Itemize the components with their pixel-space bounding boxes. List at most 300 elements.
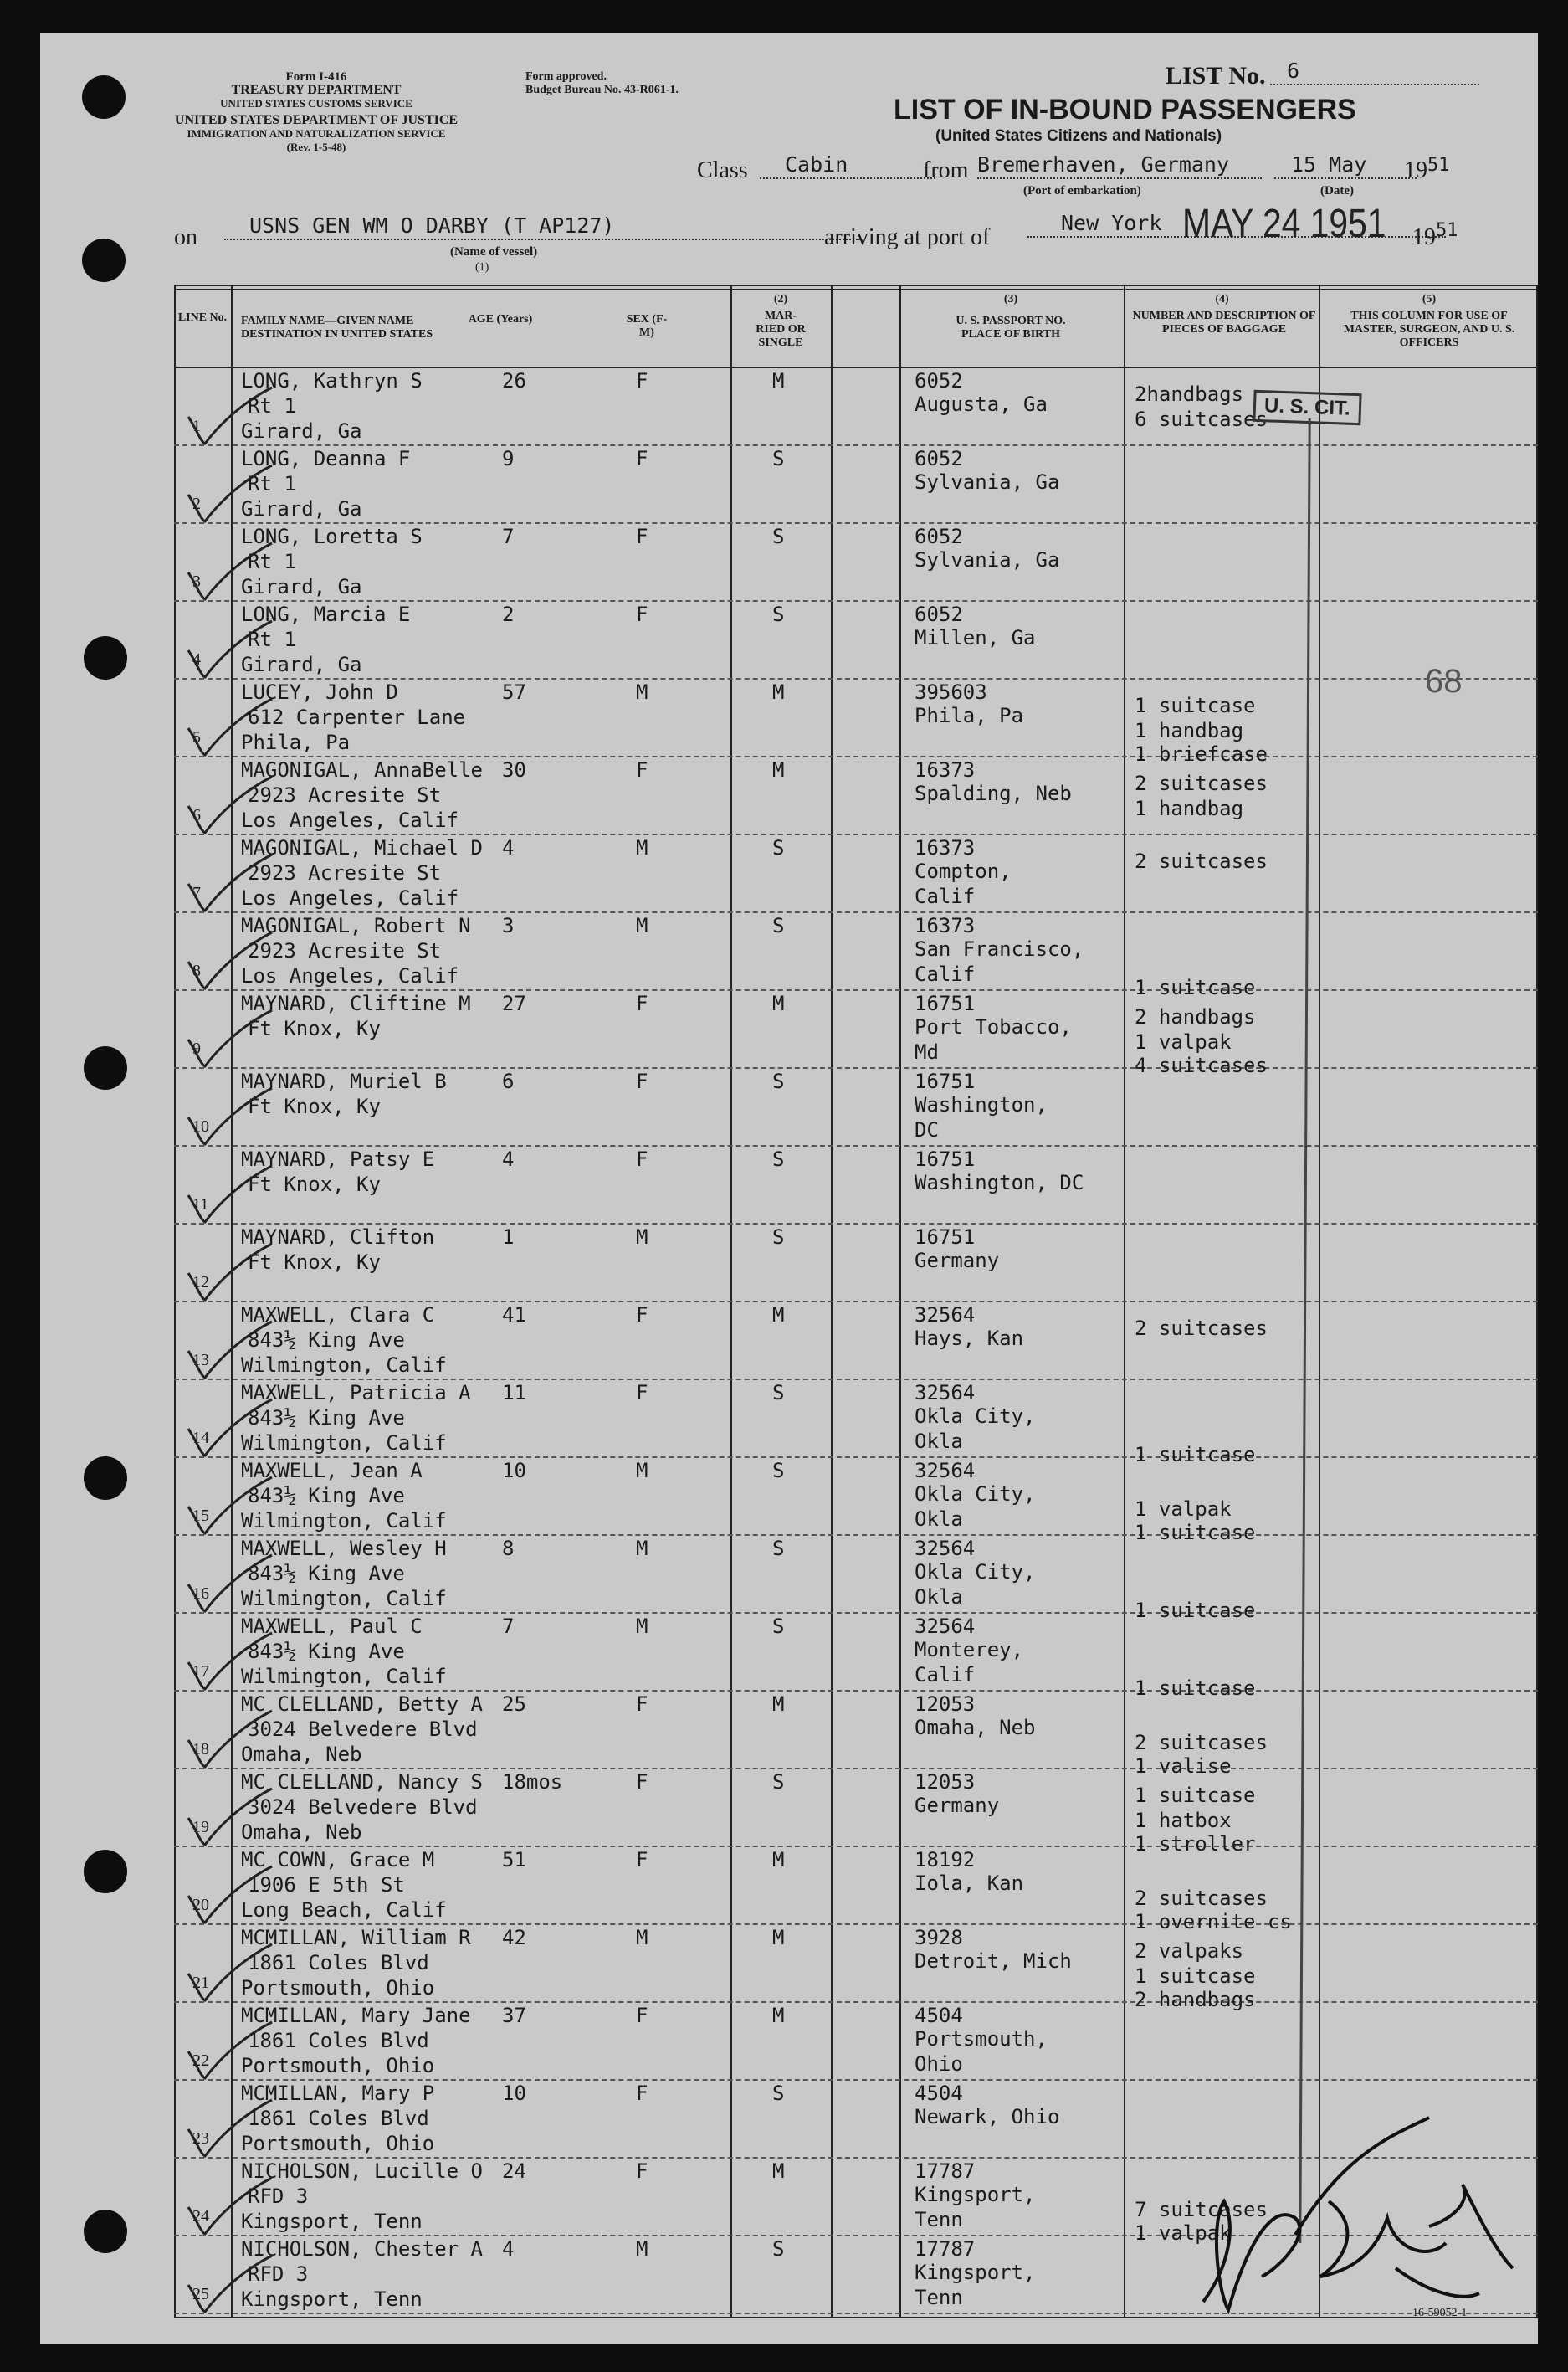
check-mark [184,1084,276,1151]
address-line-1: 1861 Coles Blvd [248,1951,429,1974]
sex: M [636,1459,648,1482]
marital-status: M [772,992,785,1015]
marital-status: S [772,1070,785,1093]
passenger-name: MAXWELL, Patricia A [241,1381,471,1404]
baggage-3: 1 suitcase [1135,1599,1256,1622]
sex: M [636,1537,648,1560]
address-line-1: 843½ King Ave [248,1562,405,1585]
line-number: 15 [192,1507,209,1525]
passport-number: 16751 [915,1147,976,1171]
passenger-name: MCMILLAN, William R [241,1926,471,1949]
passenger-name: MAXWELL, Jean A [241,1459,423,1482]
table-row [174,1690,1538,1778]
address-line-1: Rt 1 [248,550,296,573]
address-line-1: 843½ King Ave [248,1406,405,1430]
sex: F [636,992,648,1015]
form-number: Form I-416 [285,70,347,84]
binder-hole [84,2210,127,2253]
table-row [174,1379,1538,1466]
marital-status: S [772,1537,785,1560]
birth-place-1: Iola, Kan [915,1871,1024,1895]
address-line-1: 3024 Belvedere Blvd [248,1795,478,1819]
sex: M [636,1926,648,1949]
customs-service: UNITED STATES CUSTOMS SERVICE [220,97,412,110]
check-mark [184,2018,276,2085]
check-mark [184,1317,276,1384]
sex: F [636,603,648,626]
birth-place-2: Calif [915,885,976,908]
line-number: 22 [192,2051,209,2070]
baggage-3: 2 handbags [1135,1988,1256,2011]
binder-hole [84,636,127,680]
sex: F [636,369,648,393]
birth-place-1: Germany [915,1794,1000,1817]
birth-place-1: Hays, Kan [915,1327,1024,1350]
form-revision: (Rev. 1-5-48) [286,141,346,153]
passenger-name: LONG, Kathryn S [241,369,423,393]
check-mark [184,383,276,450]
birth-place-2: DC [915,1118,939,1142]
year2 [1412,220,1458,252]
marital-status: S [772,447,785,470]
birth-place-1: Portsmouth, [915,2027,1048,2051]
address-line-2: Portsmouth, Ohio [241,1976,435,2000]
birth-place-1: Detroit, Mich [915,1949,1072,1973]
birth-place-2: Okla [915,1585,963,1609]
birth-place-2: Okla [915,1507,963,1531]
address-line-1: 2923 Acresite St [248,939,442,963]
birth-place-2: Calif [915,1663,976,1687]
check-mark [184,617,276,684]
binder-hole [84,1850,127,1893]
marital-status: M [772,1692,785,1716]
port-of-embarkation: Bremerhaven, Germany [977,152,1262,179]
check-mark [184,461,276,528]
check-mark [184,928,276,995]
address-line-2: Los Angeles, Calif [241,886,459,910]
line-number: 23 [192,2129,209,2148]
page-subtitle: (United States Citizens and Nationals) [935,127,1222,145]
age: 7 [502,1615,515,1638]
birth-place-1: Sylvania, Ga [915,548,1060,572]
line-number: 21 [192,1974,209,1992]
age: 4 [502,836,515,860]
marital-status: M [772,2004,785,2027]
age: 51 [502,1848,526,1871]
line-number: 18 [192,1740,209,1758]
passenger-name: LONG, Deanna F [241,447,411,470]
address-line-2: Los Angeles, Calif [241,964,459,988]
passport-number: 16373 [915,914,976,937]
line-number: 5 [192,728,201,747]
birth-place-1: Millen, Ga [915,626,1036,649]
baggage-1: 2 handbags [1135,1005,1256,1029]
address-line-2: Wilmington, Calif [241,1665,447,1688]
binder-hole [82,75,126,119]
age: 2 [502,603,515,626]
check-mark [184,1940,276,2007]
check-mark [184,2251,276,2318]
sex: M [636,914,648,937]
us-citizen-stamp: U. S. CIT. [1253,390,1361,425]
address-line-1: Ft Knox, Ky [248,1017,381,1040]
sex: F [636,525,648,548]
address-line-2: Portsmouth, Ohio [241,2054,435,2077]
budget-bureau: Budget Bureau No. 43-R061-1. [525,84,679,96]
table-row [174,1846,1538,1933]
birth-place-2: Ohio [915,2052,963,2076]
sex: M [636,2237,648,2261]
passport-number: 17787 [915,2159,976,2183]
table-row [174,1145,1538,1223]
passport-number: 16751 [915,1225,976,1249]
table-row [174,1923,1538,2011]
baggage-1: 1 suitcase [1135,1784,1256,1807]
address-line-2: Wilmington, Calif [241,1353,447,1377]
check-mark [184,1784,276,1851]
age: 41 [502,1303,526,1327]
marital-status: M [772,758,785,782]
passenger-name: NICHOLSON, Lucille O [241,2159,483,2183]
age: 10 [502,1459,526,1482]
sex: F [636,1692,648,1716]
passenger-name: NICHOLSON, Chester A [241,2237,483,2261]
year2-suffix: 51 [1436,220,1458,241]
age: 18mos [502,1770,563,1794]
col-officers-num: (5) [1422,293,1437,305]
passenger-name: MCMILLAN, Mary P [241,2082,435,2105]
passenger-name: MAYNARD, Muriel B [241,1070,447,1093]
passenger-name: LUCEY, John D [241,680,398,704]
check-mark [184,1862,276,1929]
baggage-1: 2 suitcases [1135,772,1268,795]
age: 25 [502,1692,526,1716]
birth-place-2: Okla [915,1430,963,1453]
address-line-2: Wilmington, Calif [241,1587,447,1610]
sex: F [636,2004,648,2027]
table-row [174,1768,1538,1856]
address-line-2: Omaha, Neb [241,1820,362,1844]
age: 42 [502,1926,526,1949]
sex: M [636,680,648,704]
address-line-2: Long Beach, Calif [241,1898,447,1922]
age: 24 [502,2159,526,2183]
line-number: 4 [192,650,201,669]
on-label: on [174,224,197,250]
birth-place-1: Okla City, [915,1560,1036,1584]
date-caption: (Date) [1320,184,1354,198]
marital-status: M [772,2159,785,2183]
col-baggage-header: NUMBER AND DESCRIPTION OF PIECES OF BAGGAGE [1132,310,1316,336]
passenger-name: LONG, Loretta S [241,525,423,548]
address-line-1: 612 Carpenter Lane [248,706,466,729]
year1 [1404,157,1450,185]
address-line-2: Girard, Ga [241,419,362,443]
baggage-3: 1 briefcase [1135,742,1268,766]
line-number: 6 [192,806,201,824]
port-embark-caption: (Port of embarkation) [1023,184,1141,198]
vessel-col-num: (1) [475,261,489,274]
marital-status: S [772,525,785,548]
line-number: 3 [192,572,201,591]
marital-status: S [772,1459,785,1482]
address-line-1: Ft Knox, Ky [248,1095,381,1118]
passenger-name: LONG, Marcia E [241,603,411,626]
passenger-name: MAGONIGAL, Robert N [241,914,471,937]
passport-number: 16751 [915,992,976,1015]
address-line-2: Portsmouth, Ohio [241,2132,435,2155]
table-row [174,911,1538,999]
birth-place-1: Monterey, [915,1638,1024,1661]
birth-place-1: San Francisco, [915,937,1084,961]
passport-number: 32564 [915,1615,976,1638]
baggage-1: 1 suitcase [1135,694,1256,717]
col-baggage-num: (4) [1215,293,1229,305]
line-number: 16 [192,1584,209,1603]
birth-place-1: Phila, Pa [915,704,1024,727]
passport-number: 32564 [915,1381,976,1404]
address-line-2: Wilmington, Calif [241,1431,447,1455]
birth-place-1: Okla City, [915,1404,1036,1428]
address-line-2: Kingsport, Tenn [241,2210,423,2233]
address-line-1: RFD 3 [248,2262,309,2286]
passenger-name: MAXWELL, Paul C [241,1615,423,1638]
age: 10 [502,2082,526,2105]
marital-status: S [772,2237,785,2261]
address-line-1: 3024 Belvedere Blvd [248,1717,478,1741]
baggage-2: 7 suitcases [1135,2198,1268,2221]
col-passport-header: U. S. PASSPORT NO. PLACE OF BIRTH [956,315,1066,341]
line-number: 11 [192,1195,209,1214]
sex: F [636,1770,648,1794]
passport-number: 12053 [915,1692,976,1716]
ins-service: IMMIGRATION AND NATURALIZATION SERVICE [187,127,446,140]
sex: M [636,1615,648,1638]
passenger-name: MAYNARD, Cliftine M [241,992,471,1015]
from-label: from [923,157,969,183]
baggage-1: 2handbags [1135,382,1244,406]
line-number: 8 [192,962,201,980]
baggage-3: 1 stroller [1135,1832,1256,1856]
marital-status: S [772,603,785,626]
col-sex-header: SEX (F-M) [626,313,668,339]
col-name-header: FAMILY NAME—GIVEN NAME DESTINATION IN UNITED STATES [241,315,433,341]
address-line-1: Rt 1 [248,628,296,651]
table-row [174,2001,1538,2079]
binder-hole [84,1456,127,1500]
passport-number: 4504 [915,2082,963,2105]
marital-status: S [772,1225,785,1249]
col-married-header: MAR-RIED OR SINGLE [756,310,806,349]
table-row [174,1223,1538,1301]
check-mark [184,695,276,762]
manifest-page [40,33,1538,2344]
baggage-2: 1 valpak [1135,1030,1232,1054]
table-row [174,756,1538,834]
address-line-2: Girard, Ga [241,653,362,676]
address-line-2: Wilmington, Calif [241,1509,447,1533]
col-officers-header: THIS COLUMN FOR USE OF MASTER, SURGEON, AND U. S. OFFICERS [1343,310,1515,349]
arrival-port: New York [1027,211,1446,238]
check-mark [184,2174,276,2241]
baggage-3: 1 valise [1135,1754,1232,1778]
passport-number: 16373 [915,836,976,860]
sex: F [636,758,648,782]
baggage-3: 1 suitcase [1135,1443,1256,1466]
birth-place-1: Germany [915,1249,1000,1272]
address-line-1: 843½ King Ave [248,1484,405,1507]
sex: F [636,2082,648,2105]
check-mark [184,1707,276,1774]
line-number: 20 [192,1896,209,1914]
marital-status: M [772,680,785,704]
passport-number: 4504 [915,2004,963,2027]
line-number: 13 [192,1351,209,1369]
address-line-1: RFD 3 [248,2185,309,2208]
passenger-name: MAGONIGAL, AnnaBelle [241,758,483,782]
passenger-name: MAYNARD, Patsy E [241,1147,435,1171]
birth-place-2: Calif [915,963,976,986]
embark-date: 15 May [1274,152,1417,179]
baggage-3: 4 suitcases [1135,1054,1268,1077]
year1-suffix: 51 [1427,155,1450,176]
passenger-name: MAYNARD, Clifton [241,1225,435,1249]
baggage-1: 2 suitcases [1135,1317,1268,1340]
vessel-caption: (Name of vessel) [450,245,538,259]
table-row [174,678,1538,766]
check-mark [184,1240,276,1307]
marital-status: S [772,1147,785,1171]
passenger-name: MC CLELLAND, Nancy S [241,1770,483,1794]
birth-place-1: Washington, [915,1093,1048,1117]
table-row [174,1534,1538,1622]
address-line-2: Omaha, Neb [241,1743,362,1766]
marital-status: S [772,2082,785,2105]
baggage-3: 1 overnite cs [1135,1910,1292,1933]
officer-margin-mark: 68 [1425,663,1463,700]
baggage-2: 6 suitcases [1135,408,1268,431]
line-number: 10 [192,1117,209,1136]
check-mark [184,1395,276,1462]
table-row [174,1456,1538,1544]
sex: M [636,1225,648,1249]
baggage-2: 1 valpak [1135,1497,1232,1521]
line-number: 12 [192,1273,209,1291]
age: 30 [502,758,526,782]
class-label: Class [697,157,748,183]
age: 26 [502,369,526,393]
passenger-name: MC CLELLAND, Betty A [241,1692,483,1716]
table-row [174,600,1538,678]
table-row [174,1301,1538,1379]
age: 27 [502,992,526,1015]
address-line-1: 2923 Acresite St [248,783,442,807]
year2-prefix: 19 [1412,224,1436,250]
passenger-name: MAGONIGAL, Michael D [241,836,483,860]
baggage-2: 1 handbag [1135,719,1244,742]
justice-dept: UNITED STATES DEPARTMENT OF JUSTICE [174,113,459,127]
passport-number: 32564 [915,1537,976,1560]
passenger-name: MC COWN, Grace M [241,1848,435,1871]
marital-status: M [772,1926,785,1949]
birth-place-1: Augusta, Ga [915,393,1048,416]
age: 37 [502,2004,526,2027]
line-number: 14 [192,1429,209,1447]
passport-number: 16373 [915,758,976,782]
age: 3 [502,914,515,937]
marital-status: M [772,1303,785,1327]
age: 4 [502,1147,515,1171]
birth-place-1: Omaha, Neb [915,1716,1036,1739]
birth-place-1: Washington, DC [915,1171,1084,1194]
baggage-3: 1 valpak [1135,2221,1232,2245]
check-mark [184,2096,276,2163]
baggage-2: 1 handbag [1135,797,1244,820]
baggage-2: 1 hatbox [1135,1809,1232,1832]
marital-status: S [772,836,785,860]
binder-hole [82,239,126,282]
table-row [174,522,1538,600]
age: 9 [502,447,515,470]
sex: F [636,1303,648,1327]
check-mark [184,773,276,839]
age: 6 [502,1070,515,1093]
col-age-header: AGE (Years) [468,313,533,326]
passenger-name: MAXWELL, Wesley H [241,1537,447,1560]
list-number-label: LIST No. [1166,62,1266,90]
birth-place-1: Compton, [915,860,1012,883]
birth-place-1: Okla City, [915,1482,1036,1506]
passport-number: 17787 [915,2237,976,2261]
passport-number: 6052 [915,447,963,470]
marital-status: S [772,1770,785,1794]
birth-place-1: Newark, Ohio [915,2105,1060,2128]
passport-number: 32564 [915,1303,976,1327]
address-line-1: 843½ King Ave [248,1328,405,1352]
address-line-1: Ft Knox, Ky [248,1173,381,1196]
check-mark [184,1629,276,1696]
arriving-label: arriving at port of [824,224,991,250]
sex: M [636,836,648,860]
age: 8 [502,1537,515,1560]
check-mark [184,539,276,606]
birth-place-1: Sylvania, Ga [915,470,1060,494]
baggage-1: 2 suitcases [1135,850,1268,873]
passport-number: 395603 [915,680,987,704]
check-mark [184,1551,276,1618]
arrival-date-stamp: MAY 24 1951 [1182,202,1386,246]
passenger-name: MAXWELL, Clara C [241,1303,435,1327]
binder-hole [84,1046,127,1090]
sex: F [636,2159,648,2183]
list-number-value: 6 [1270,59,1479,85]
address-line-1: Rt 1 [248,472,296,495]
passport-number: 3928 [915,1926,963,1949]
address-line-2: Los Angeles, Calif [241,809,459,832]
birth-place-2: Tenn [915,2286,963,2309]
baggage-1: 2 valpaks [1135,1939,1244,1963]
address-line-1: 2923 Acresite St [248,861,442,885]
birth-place-1: Kingsport, [915,2183,1036,2206]
birth-place-1: Kingsport, [915,2261,1036,2284]
form-approved: Form approved. [525,70,607,83]
passport-number: 18192 [915,1848,976,1871]
vessel-name: USNS GEN WM O DARBY (T AP127) [224,213,860,240]
marital-status: M [772,369,785,393]
passenger-table [174,285,1538,2318]
address-line-1: 1861 Coles Blvd [248,2029,429,2052]
age: 11 [502,1381,526,1404]
